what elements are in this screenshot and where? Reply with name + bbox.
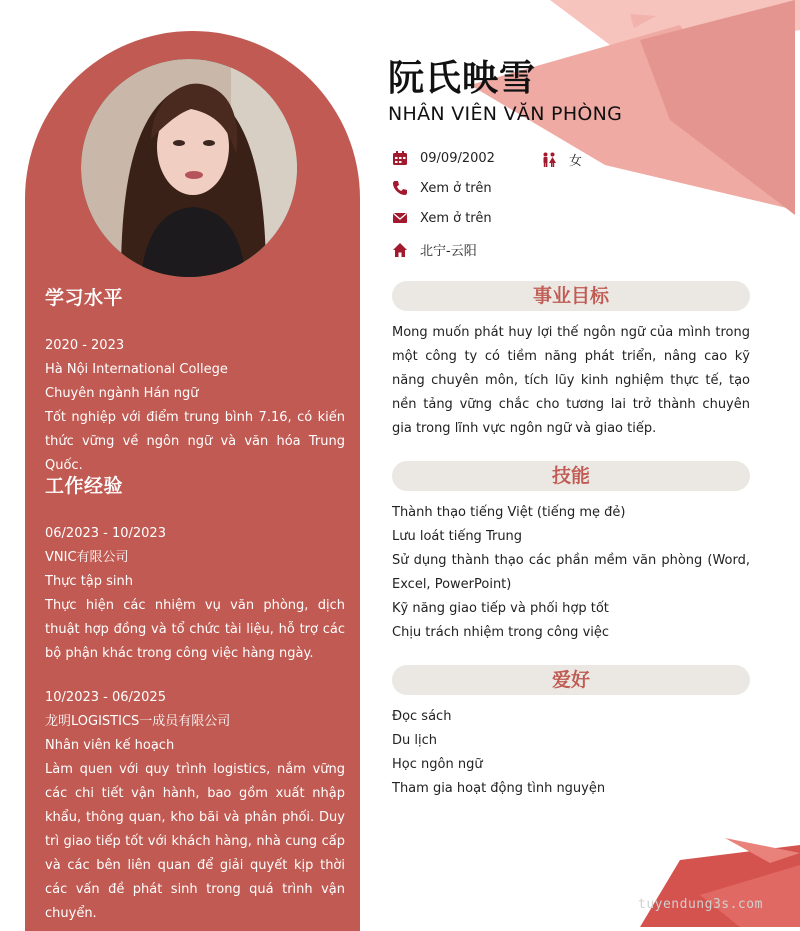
watermark: tuyendung3s.com — [638, 897, 763, 912]
experience-section — [45, 471, 345, 926]
objective-text: Mong muốn phát huy lợi thế ngôn ngữ của mình trong một công ty có tiềm năng phát triển, nâng cao kỹ năng chuyên môn, tích lũy kinh nghiệm thực tế, tạo nền tảng vững chắc cho tương lai trở thành chuyên gia trong lĩnh vực ngôn ngữ và giao tiếp. — [392, 325, 750, 436]
mail-icon — [392, 210, 408, 226]
candidate-name: 阮氏映雪 — [388, 58, 537, 99]
skills-list — [392, 501, 750, 645]
education-heading: 学习水平 — [45, 287, 124, 309]
birthdate-value: 09/09/2002 — [420, 150, 495, 166]
objective-heading: 事业目标 — [392, 281, 750, 311]
birthdate-row — [392, 150, 495, 166]
phone-row — [392, 180, 492, 196]
calendar-icon — [392, 150, 408, 166]
job-description: Làm quen với quy trình logistics, nắm vững các chi tiết vận hành, bao gồm xuất nhập khẩu, thông quan, kho bãi và phân phối. Duy trì giao tiếp tốt với khách hàng, nhà cung cấp và các bên liên quan để giải quyết kịp thời các vấn đề phát sinh trong quá trình vận chuyển. — [45, 762, 345, 921]
candidate-title: NHÂN VIÊN VĂN PHÒNG — [388, 103, 623, 125]
address-row — [392, 240, 477, 259]
experience-item — [45, 686, 345, 926]
phone-icon — [392, 180, 408, 196]
experience-heading: 工作经验 — [45, 475, 124, 497]
job-position: Thực tập sinh — [45, 574, 134, 589]
education-section — [45, 283, 345, 478]
job-company: VNIC有限公司 — [45, 550, 129, 565]
education-period: 2020 - 2023 — [45, 338, 125, 353]
home-icon — [392, 242, 408, 258]
job-period: 06/2023 - 10/2023 — [45, 526, 166, 541]
email-row — [392, 210, 492, 226]
skill-item: Thành thạo tiếng Việt (tiếng mẹ đẻ) — [392, 505, 626, 520]
job-position: Nhân viên kế hoạch — [45, 738, 175, 753]
email-value: Xem ở trên — [420, 210, 492, 226]
gender-value: 女 — [569, 154, 583, 169]
hobbies-list — [392, 705, 750, 801]
skill-item: Kỹ năng giao tiếp và phối hợp tốt — [392, 601, 609, 616]
skills-heading: 技能 — [392, 461, 750, 491]
hobby-item: Đọc sách — [392, 709, 452, 724]
job-description: Thực hiện các nhiệm vụ văn phòng, dịch thuật hợp đồng và tổ chức tài liệu, hỗ trợ các bộ phận khác trong công việc hàng ngày. — [45, 598, 345, 661]
hobby-item: Du lịch — [392, 733, 437, 748]
skill-item: Lưu loát tiếng Trung — [392, 529, 523, 544]
education-description: Tốt nghiệp với điểm trung bình 7.16, có kiến thức vững về ngôn ngữ và văn hóa Trung Quốc. — [45, 410, 345, 473]
phone-value: Xem ở trên — [420, 180, 492, 196]
profile-photo — [81, 59, 297, 277]
avatar-illustration — [81, 59, 297, 277]
gender-row — [541, 150, 582, 169]
hobby-item: Tham gia hoạt động tình nguyện — [392, 781, 606, 796]
hobby-item: Học ngôn ngữ — [392, 757, 483, 772]
skill-item: Sử dụng thành thạo các phần mềm văn phòng (Word, Excel, PowerPoint) — [392, 553, 750, 592]
experience-item — [45, 522, 345, 666]
decorative-shapes-bottom — [640, 835, 800, 927]
job-period: 10/2023 - 06/2025 — [45, 690, 166, 705]
job-company: 龙明LOGISTICS一成员有限公司 — [45, 714, 231, 729]
gender-icon — [541, 152, 557, 168]
address-value: 北宁-云阳 — [420, 244, 477, 259]
education-major: Chuyên ngành Hán ngữ — [45, 386, 199, 401]
hobbies-heading: 爱好 — [392, 665, 750, 695]
skill-item: Chịu trách nhiệm trong công việc — [392, 625, 610, 640]
education-school: Hà Nội International College — [45, 362, 228, 377]
